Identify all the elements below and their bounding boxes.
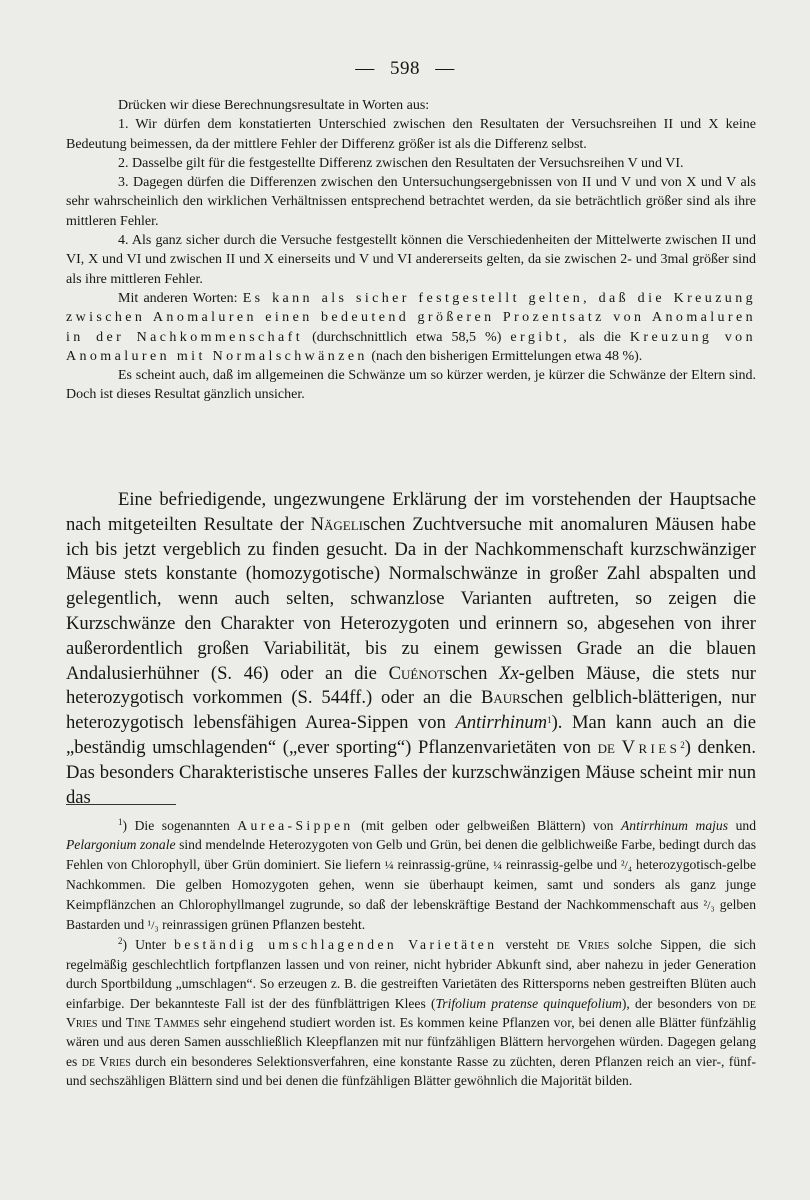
- footnote-2-author-devries-2: de Vries: [66, 995, 756, 1031]
- footnote-1-text-b: (mit gelben oder gelbweißen Blättern) von: [353, 818, 621, 833]
- tail-note: Es scheint auch, daß im allgemeinen die Schwänze um so kürzer werden, je kürzer die Schwänze der Eltern sind. Doch ist dieses Resultat gänzlich unsicher.: [66, 368, 756, 403]
- author-baur: Baur: [481, 687, 521, 709]
- footnote-2-text-a: ) Unter: [122, 937, 175, 953]
- footnote-1-text-g: reinrassig-grüne,: [393, 856, 494, 872]
- footnote-1-text-j: gelben Bastarden und: [66, 896, 757, 933]
- footnote-2-text-k: sehr eingehend studiert worden ist. Es kommen keine Pflanzen vor, bei denen alle Blätter fünfzählig wären und aus deren Samen ausschließlich Kleepflanzen mit nur fünfzähligen Blättern hervorgehen würden. Dagegen gelang es: [66, 1015, 756, 1069]
- main-text-4: -gelben Mäuse, die stets nur heterozygotisch vorkommen (S. 544ff.) oder an die: [66, 662, 756, 709]
- main-text-3: schen: [445, 662, 500, 684]
- fraction-two-quarters: ²/₄: [620, 857, 633, 872]
- main-text-1: Eine befriedigende, ungezwungene Erklärung der im vorstehenden der Hauptsache nach mitgeteilten Resultate der: [66, 489, 756, 535]
- author-cuenot: Cuénot: [388, 662, 446, 684]
- summary-paragraph: [66, 289, 756, 366]
- footnote-2-text-e: solche Sippen, die sich regelmäßig geschlechtlich fortpflanzen lassen und von reiner, nicht hybrider Abkunft sind, aber nahezu in jeder Generation durch Sportbildung „umschlagen“. So erzeugen z. B. die gestreiften Varietäten des Rittersporns neben gestreiften Blüten auch einfarbige. Der bekannteste Fall ist der des fünfblättrigen Klees (: [66, 937, 756, 1011]
- header-dash-left: —: [355, 58, 375, 79]
- results-intro: Drücken wir diese Berechnungsresultate in Worten aus:: [118, 98, 430, 113]
- genus-antirrhinum: Antirrhinum: [455, 712, 548, 734]
- page-number: 598: [390, 58, 420, 79]
- page-header: [0, 58, 810, 80]
- footnote-2-text-g: ), der besonders von: [621, 995, 743, 1011]
- fraction-quarter-2: ¼: [493, 857, 503, 872]
- footnote-2: [66, 935, 756, 1090]
- footnote-2-text-i: und: [97, 1015, 126, 1031]
- author-de: de: [597, 736, 615, 758]
- author-naegeli: Nägeli: [310, 513, 364, 535]
- footnote-2-text-c: versteht: [497, 937, 557, 953]
- summary-percent-1: (durchschnittlich etwa 58,5 %): [303, 329, 511, 345]
- footnote-divider: [66, 804, 176, 805]
- footnote-2-mark: 2: [118, 936, 123, 947]
- author-vries: Vries: [621, 736, 681, 758]
- fraction-two-thirds: ²/₃: [703, 897, 715, 912]
- summary-emphasis-1: Es kann als sicher festgestellt gelten, daß die Kreuzung zwischen Anomaluren einen bedeutend größeren Prozentsatz von Anomaluren in der Nachkommenschaft: [66, 290, 757, 345]
- footnote-1-text-f: sind mendelnde Heterozygoten von Gelb und Grün, bei denen die gelblichweiße Farbe, bedingt durch das Fehlen von Chlorophyll, über Grün dominiert. Sie liefern: [66, 837, 756, 872]
- footnote-1-text-a: ) Die sogenannten: [122, 818, 238, 833]
- main-text-6: ). Man kann auch an die „beständig umschlagenden“ („ever sporting“) Pflanzenvarietäten von: [66, 712, 756, 758]
- summary-emphasis-2: ergibt,: [510, 329, 571, 345]
- footnote-1: [66, 816, 756, 935]
- fraction-one-third: ¹/₃: [147, 918, 159, 933]
- footnote-2-term: beständig umschlagenden Varietäten: [174, 937, 498, 953]
- summary-emphasis-3: Kreuzung von Anomaluren mit Normalschwänzen: [66, 329, 756, 364]
- summary-lead: Mit anderen Worten:: [118, 290, 243, 306]
- result-item-1: 1. Wir dürfen dem konstatierten Unterschied zwischen den Resultaten der Versuchsreihen II und X keine Bedeutung beimessen, da der mittlere Fehler der Differenz größer ist als die Differenz selbst.: [66, 117, 756, 152]
- footnote-1-species-pelargonium: Pelargonium zonale: [66, 837, 176, 853]
- footnote-2-author-devries-1: de Vries: [556, 937, 610, 953]
- footnote-ref-1[interactable]: 1: [547, 715, 552, 726]
- summary-connector: als die: [570, 329, 630, 345]
- footnote-2-species-trifolium: Trifolium pratense quinquefolium: [435, 995, 622, 1011]
- result-item-2: 2. Dasselbe gilt für die festgestellte Differenz zwischen den Resultaten der Versuchsreihen V und VI.: [118, 155, 684, 171]
- footnote-1-text-h: reinrassig-gelbe und: [502, 856, 621, 872]
- footnote-ref-2[interactable]: 2: [680, 739, 685, 750]
- main-text-2: schen Zuchtversuche mit anomaluren Mäusen habe ich bis jetzt vergeblich zu finden gesucht. Da in der Nachkommenschaft kurzschwänziger Mäuse stets konstante (homozygotische) Normalschwänze in großer Zahl abspalten und gelegentlich, wenn auch selten, schwanzlose Varianten auftreten, so zeigen die Kurzschwänze den Charakter von Heterozygoten und erinnern so, abgesehen von ihrer außerordentlich großen Variabilität, bis zu einem gewissen Grade an die blauen Andalusierhühner (S. 46) oder an die: [66, 513, 757, 684]
- main-paragraph: [66, 488, 756, 810]
- main-text-5: schen gelblich-blätterigen, nur heterozygotisch lebensfähigen Aurea-Sippen von: [66, 687, 756, 734]
- result-item-4: 4. Als ganz sicher durch die Versuche festgestellt können die Verschiedenheiten der Mittelwerte zwischen II und VI, X und VI und zwischen II und X einerseits und V und VI andererseits gelten, da sie zwischen 2- und 3mal größer sind als ihre mittleren Fehler.: [66, 233, 756, 287]
- main-text-7: ) denken. Das besonders Charakteristische unseres Falles der kurzschwänzigen Mäuse scheint mir nun das: [66, 736, 756, 808]
- summary-percent-2: (nach den bisherigen Ermittelungen etwa 48 %).: [367, 348, 643, 364]
- footnote-1-species-antirrhinum: Antirrhinum majus: [621, 818, 729, 833]
- footnote-2-author-devries-3: de Vries: [81, 1053, 131, 1069]
- footnotes: [66, 816, 756, 1091]
- footnote-2-text-m: durch ein besonderes Selektionsverfahren, eine konstante Rasse zu züchten, deren Pflanzen reich an vier-, fünf- und sechszähligen Blättern sind und bei denen die fünfzähligen Blätter gewöhnlich die Majorität bilden.: [66, 1053, 756, 1089]
- main-text: [66, 488, 756, 810]
- footnote-1-mark: 1: [118, 817, 123, 827]
- footnote-1-text-k: reinrassigen grünen Pflanzen besteht.: [158, 917, 366, 933]
- footnote-2-author-tammes: Tine Tammes: [125, 1015, 200, 1031]
- fraction-quarter-1: ¼: [384, 857, 394, 872]
- result-item-3: 3. Dagegen dürfen die Differenzen zwischen den Untersuchungsergebnissen von II und V und von X und V als sehr wahrscheinlich den wirklichen Verhältnissen entsprechend betrachtet werden, da sie beträchtlich größer sind als ihre mittleren Fehler.: [66, 175, 756, 229]
- results-section: [66, 96, 756, 405]
- footnote-1-aurea: Aurea-Sippen: [237, 818, 354, 833]
- footnote-1-text-d: und: [728, 818, 756, 833]
- header-dash-right: —: [435, 58, 455, 79]
- genotype-xx: Xx: [499, 662, 519, 684]
- footnote-1-text-i: heterozygotisch-gelbe Nachkommen. Die gelben Homozygoten gehen, wenn sie überhaupt keimen, samt und sonders als ganz junge Keimpflänzchen an Chlorophyllmangel zugrunde, so daß der lebenskräftige Bestand der Nachkommenschaft aus: [66, 856, 756, 912]
